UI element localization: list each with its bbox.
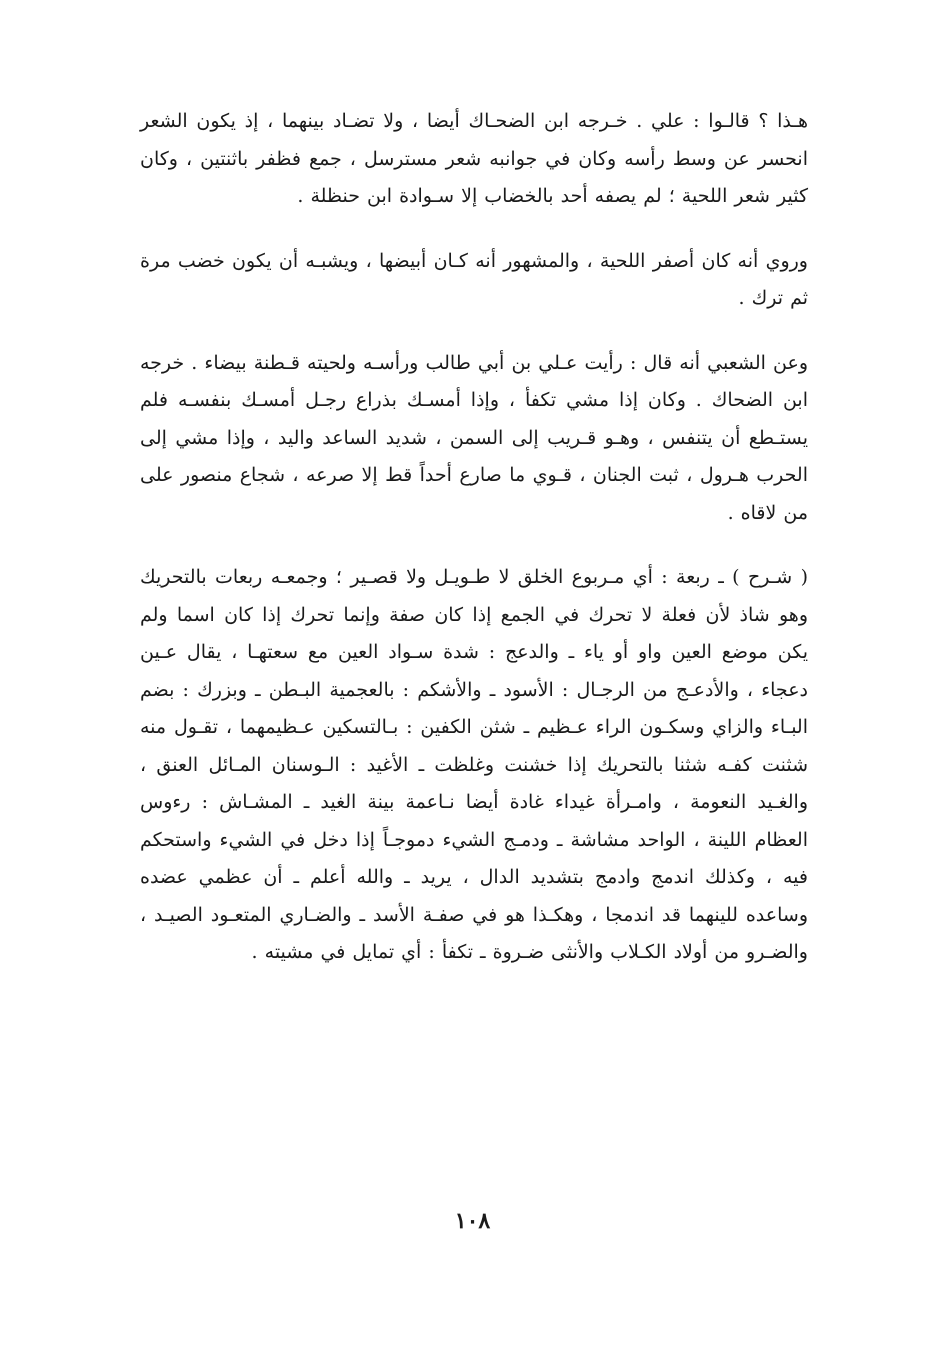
page-number: ١٠٨ bbox=[454, 1208, 491, 1234]
paragraph-1: هـذا ؟ قالـوا : علي . خـرجه ابن الضحـاك أيضا ، ولا تضـاد بينهما ، إذ يكون الشعر انحسر عن وسط رأسه وكان في جوانبه شعر مسترسل ، جمع فظفر باثنتين ، وكان كثير شعر اللحية ؛ لم يصفه أحد بالخضاب إلا سـوادة ابن حنظلة . bbox=[140, 110, 808, 207]
paragraph-3: وعن الشعبي أنه قال : رأيت عـلي بن أبي طالب ورأسـه ولحيته قـطنة بيضاء . خرجه ابن الضحاك . وكان إذا مشي تكفأ ، وإذا أمسـك بذراع رجـل أمسـك بنفسـه فلم يستـطع أن يتنفس ، وهـو قـريب إلى السمن ، شديد الساعد واليد ، وإذا مشي إلى الحرب هـرول ، ثبت الجنان ، قـوي ما صارع أحداً قط إلا صرعه ، شجاع منصور على من لاقاه . bbox=[140, 351, 808, 524]
paragraph-2: وروي أنه كان أصفر اللحية ، والمشهور أنه كـان أبيضها ، ويشبـه أن يكون خضب مرة ثم ترك . bbox=[140, 249, 808, 309]
paragraph-commentary: ( شـرح ) ـ ربعة : أي مـربوع الخلق لا طـويـل ولا قصـير ؛ وجمعـه ربعات بالتحريك وهو شاذ لأن فعلة لا تحرك في الجمع إذا كان صفة وإنما تحرك إذا كان اسما ولم يكن موضع العين واو أو ياء ـ والدعج : شدة سـواد العين مع سعتهـا ، يقال عـين دعجاء ، والأدعـج من الرجـال : الأسود ـ والأشكم : بالعجمية البـطن ـ وبزرك : بضم البـاء والزاي وسكـون الراء عـظيم ـ شثن الكفين : بـالتسكين عـظيمهما ، تقـول منه شثنت كفـه شثنا بالتحريك إذا خشنت وغلظت ـ الأغيد : الـوسنان المـائل العنق ، والغـيد النعومة ، وامـرأة غيداء غادة أيضا نـاعمة بينة الغيد ـ المشـاش : رءوس العظام اللينة ، الواحد مشاشة ـ ودمـج الشيء دموجـاً إذا دخل في الشيء واستحكم فيه ، وكذلك اندمج وادمج بتشديد الدال ، يريد ـ والله أعلم ـ أن عظمي عضده وساعده للينهما قد اندمجا ، وهكـذا هو في صفـة الأسد ـ والضـاري المتعـود الصيـد ، والضـرو من أولاد الكـلاب والأنثى ضـروة ـ تكفأ : أي تمايل في مشيته . bbox=[140, 566, 808, 963]
body-text bbox=[140, 103, 808, 972]
